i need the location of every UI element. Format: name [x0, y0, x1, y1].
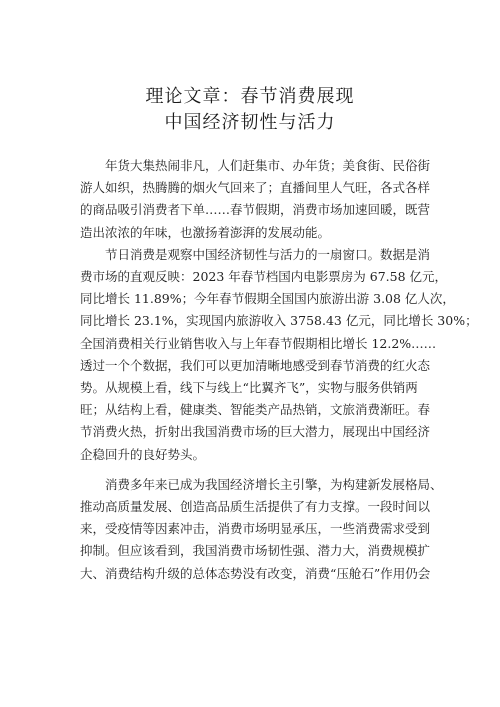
text-line: 透过一个个数据，我们可以更加清晰地感受到春节消费的红火态	[80, 357, 431, 373]
text-line: 推动高质量发展、创造高品质生活提供了有力支撑。一段时间以	[80, 499, 431, 515]
paragraph-2	[80, 244, 478, 466]
text-line: 游人如织，热腾腾的烟火气回来了；直播间里人气旺，各式各样	[80, 180, 431, 196]
text-line: 的商品吸引消费者下单……春节假期，消费市场加速回暖，既营	[80, 202, 431, 218]
article-body	[80, 155, 478, 585]
text-line: 同比增长 23.1%，实现国内旅游收入 3758.43 亿元，同比增长 30%；	[80, 313, 478, 329]
text-line: 全国消费相关行业销售收入与上年春节假期相比增长 12.2%……	[80, 335, 437, 351]
text-line: 势。从规模上看，线下与线上“比翼齐飞”，实物与服务供销两	[80, 380, 418, 396]
paragraph-1	[80, 155, 431, 244]
text-line: 节日消费是观察中国经济韧性与活力的一扇窗口。数据是消	[80, 246, 431, 262]
title-line-2: 中国经济韧性与活力	[164, 112, 336, 133]
text-line: 造出浓浓的年味，也激扬着澎湃的发展动能。	[80, 224, 331, 240]
text-line: 同比增长 11.89%；今年春节假期全国国内旅游出游 3.08 亿人次，	[80, 291, 455, 307]
text-line: 大、消费结构升级的总体态势没有改变，消费“压舱石”作用仍会	[80, 565, 431, 581]
text-line: 旺；从结构上看，健康类、智能类产品热销，文旅消费渐旺。春	[80, 402, 431, 418]
text-line: 节消费火热，折射出我国消费市场的巨大潜力，展现出中国经济	[80, 424, 431, 440]
text-line: 来，受疫情等因素冲击，消费市场明显承压，一些消费需求受到	[80, 521, 431, 537]
text-line: 企稳回升的良好势头。	[80, 446, 206, 462]
text-line: 抑制。但应该看到，我国消费市场韧性强、潜力大，消费规模扩	[80, 543, 431, 559]
article-title	[0, 84, 500, 136]
text-line: 费市场的直观反映：2023 年春节档国内电影票房为 67.58 亿元，	[80, 269, 448, 285]
text-line: 消费多年来已成为我国经济增长主引擎，为构建新发展格局、	[80, 476, 443, 492]
text-line: 年货大集热闹非凡，人们赶集市、办年货；美食街、民俗街	[80, 158, 431, 173]
title-line-1: 理论文章：春节消费展现	[145, 86, 355, 107]
paragraph-3	[80, 474, 443, 585]
